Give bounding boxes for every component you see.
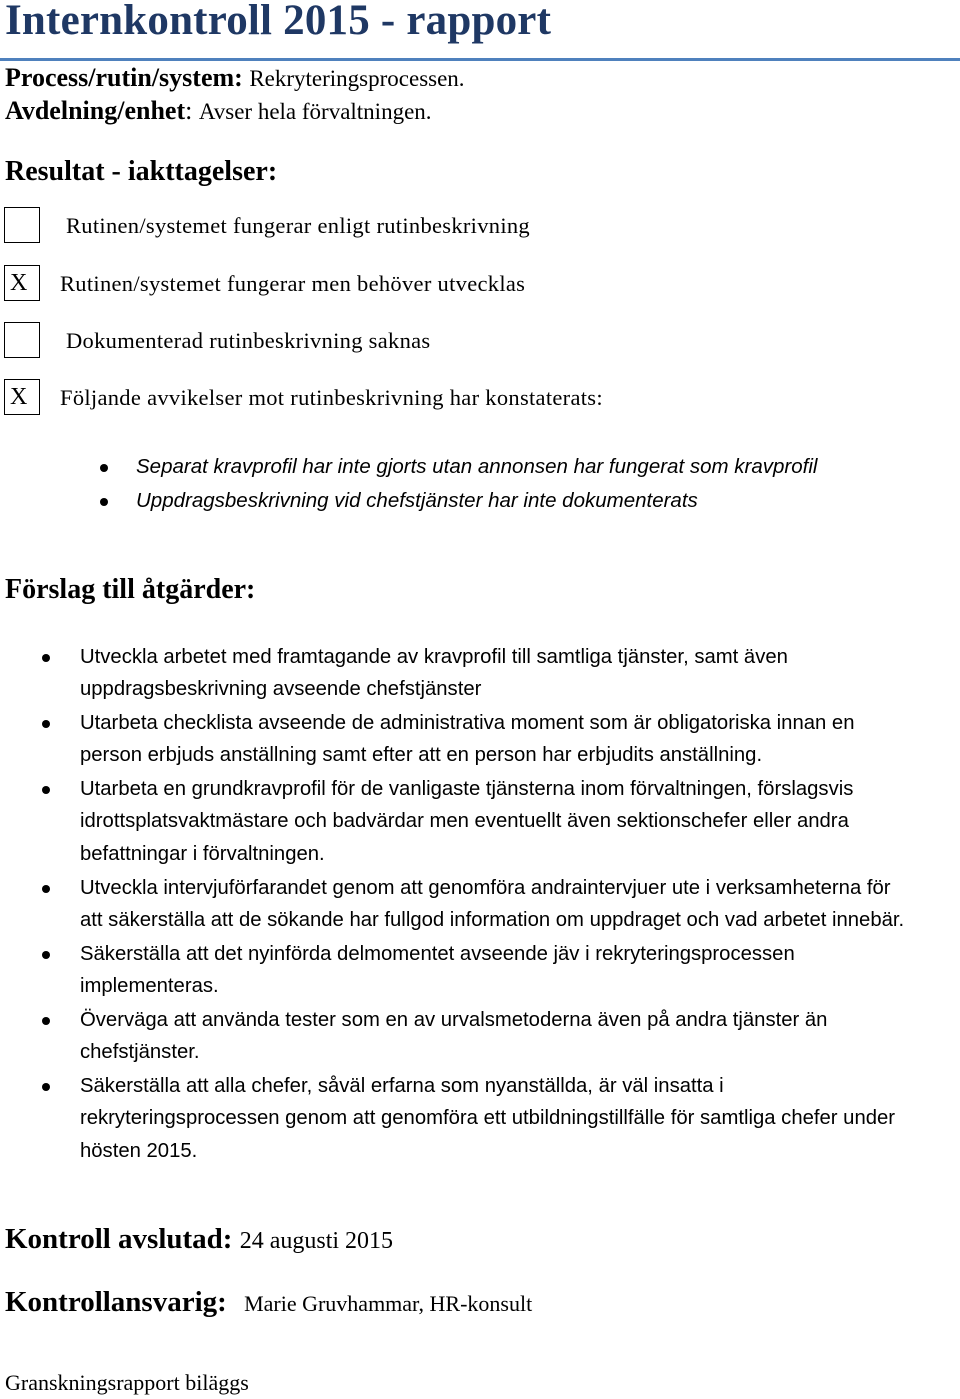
control-responsible-label: Kontrollansvarig: xyxy=(5,1286,227,1318)
result-checkbox[interactable] xyxy=(4,322,40,358)
page-title: Internkontroll 2015 - rapport xyxy=(5,0,552,44)
action-text-line: hösten 2015. xyxy=(80,1140,198,1162)
action-text-line: idrottsplatsvaktmästare och badvärdar men eventuellt även sektionschefer eller andra xyxy=(80,810,849,832)
department-value: Avser hela förvaltningen. xyxy=(198,99,432,124)
department-label: Avdelning/enhet xyxy=(5,96,186,125)
action-text-line: befattningar i förvaltningen. xyxy=(80,843,325,865)
bullet-icon xyxy=(42,1083,50,1091)
result-option-label: Rutinen/systemet fungerar men behöver utvecklas xyxy=(60,271,526,296)
results-heading: Resultat - iakttagelser: xyxy=(5,156,278,187)
process-line xyxy=(5,63,465,93)
department-colon: : xyxy=(185,96,193,125)
action-text-line: uppdragsbeskrivning avseende chefstjänster xyxy=(80,678,482,700)
result-checkbox[interactable] xyxy=(4,207,40,243)
result-option-label: Rutinen/systemet fungerar enligt rutinbeskrivning xyxy=(66,213,530,238)
action-text-line: chefstjänster. xyxy=(80,1041,200,1063)
actions-heading: Förslag till åtgärder: xyxy=(5,574,256,605)
bullet-icon xyxy=(42,885,50,893)
title-divider xyxy=(0,58,960,61)
department-line xyxy=(5,96,432,126)
deviation-text: Separat kravprofil har inte gjorts utan annonsen har fungerat som kravprofil xyxy=(136,455,818,478)
bullet-icon xyxy=(100,498,108,506)
bullet-icon xyxy=(42,720,50,728)
process-label: Process/rutin/system: xyxy=(5,63,243,92)
action-text-line: att säkerställa att de sökande har fullgod information om uppdraget och vad arbetet innebär. xyxy=(80,909,905,931)
action-text-line: Utveckla intervjuförfarandet genom att genomföra andraintervjuer ute i verksamheterna för xyxy=(80,877,891,899)
result-checkbox[interactable]: X xyxy=(4,265,40,301)
bullet-icon xyxy=(42,1017,50,1025)
action-text-line: Säkerställa att det nyinförda delmomentet avseende jäv i rekryteringsprocessen xyxy=(80,943,795,965)
result-option-label: Dokumenterad rutinbeskrivning saknas xyxy=(66,328,431,353)
control-completed-date: 24 augusti 2015 xyxy=(239,1228,394,1254)
result-checkbox[interactable]: X xyxy=(4,379,40,415)
action-text-line: Utveckla arbetet med framtagande av kravprofil till samtliga tjänster, samt även xyxy=(80,646,788,668)
bullet-icon xyxy=(42,786,50,794)
bullet-icon xyxy=(42,654,50,662)
deviation-text: Uppdragsbeskrivning vid chefstjänster har inte dokumenterats xyxy=(136,489,698,512)
control-responsible-line xyxy=(5,1286,532,1319)
action-text-line: Säkerställa att alla chefer, såväl erfarna som nyanställda, är väl insatta i xyxy=(80,1075,724,1097)
result-option-label: Följande avvikelser mot rutinbeskrivning har konstaterats: xyxy=(60,385,603,410)
control-completed-label: Kontroll avslutad: xyxy=(5,1223,233,1255)
action-text-line: person erbjuds anställning samt efter att en person har erbjudits anställning. xyxy=(80,744,763,766)
bullet-icon xyxy=(100,464,108,472)
attachment-note: Granskningsrapport biläggs xyxy=(5,1370,249,1395)
bullet-icon xyxy=(42,951,50,959)
action-text-line: implementeras. xyxy=(80,975,219,997)
action-text-line: Överväga att använda tester som en av urvalsmetoderna även på andra tjänster än xyxy=(80,1009,828,1031)
process-value: Rekryteringsprocessen. xyxy=(249,66,465,91)
control-responsible-name: Marie Gruvhammar, HR-konsult xyxy=(244,1291,533,1316)
action-text-line: Utarbeta checklista avseende de administrativa moment som är obligatoriska innan en xyxy=(80,712,855,734)
control-completed-line xyxy=(5,1223,393,1256)
action-text-line: Utarbeta en grundkravprofil för de vanligaste tjänsterna inom förvaltningen, förslagsvis xyxy=(80,778,854,800)
action-text-line: rekryteringsprocessen genom att genomföra ett utbildningstillfälle för samtliga chefer under xyxy=(80,1107,896,1129)
